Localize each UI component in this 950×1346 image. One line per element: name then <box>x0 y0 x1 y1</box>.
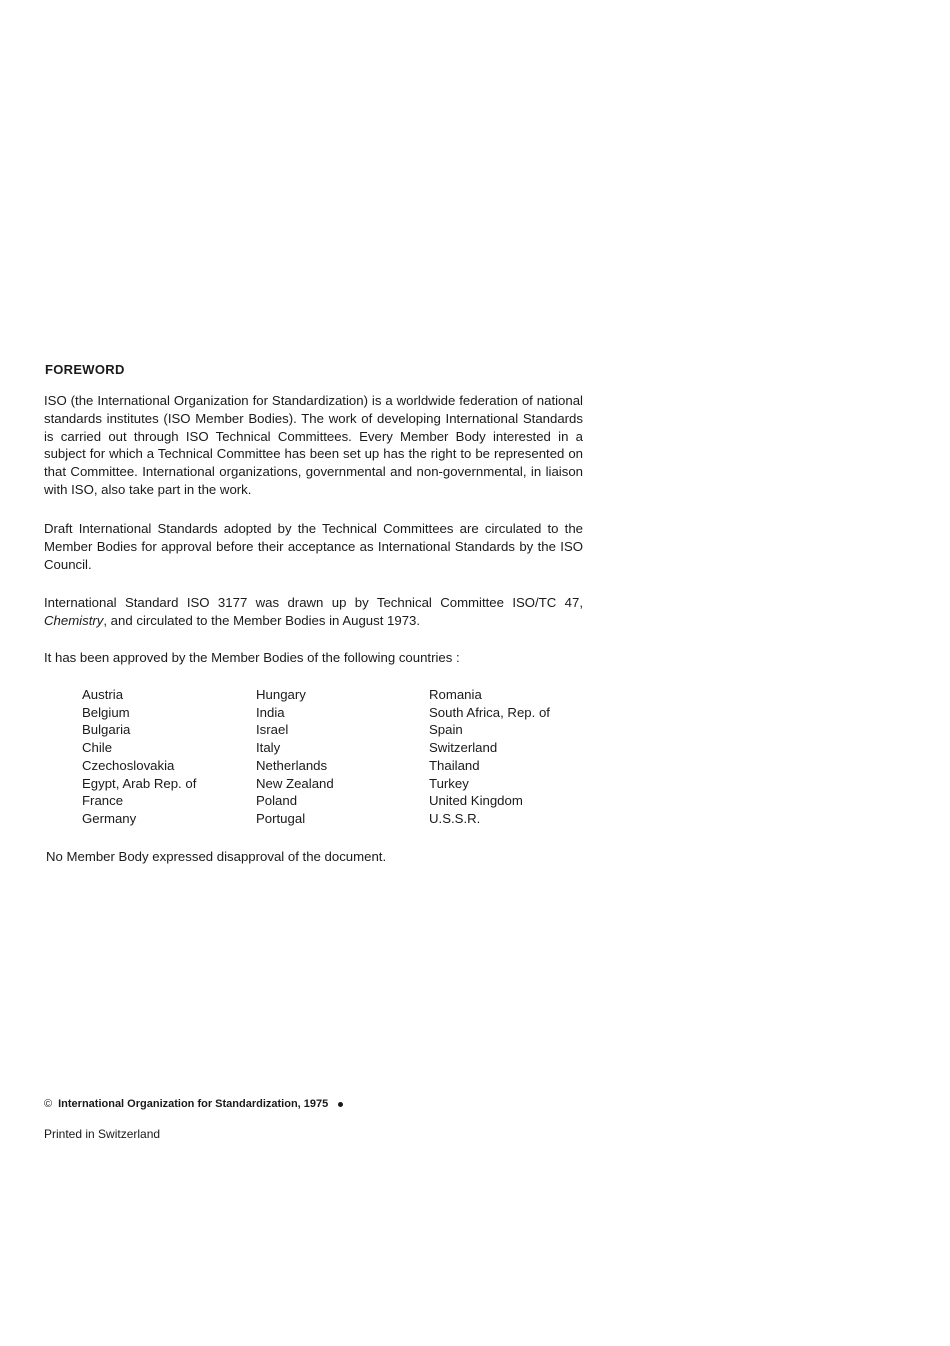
copyright-icon: © <box>44 1098 53 1110</box>
country-item: Czechoslovakia <box>82 757 175 773</box>
country-item: Belgium <box>82 704 130 720</box>
country-item: Chile <box>82 740 113 756</box>
country-column-2 <box>256 686 429 828</box>
copyright-notice <box>44 1098 343 1110</box>
country-item: Romania <box>429 687 482 702</box>
foreword-paragraph-2: Draft International Standards adopted by the Technical Committees are circulated to the Member Bodies for approval before their acceptance as International Standards by the ISO Council. <box>44 521 583 572</box>
printed-in-notice: Printed in Switzerland <box>44 1127 161 1141</box>
country-item: Italy <box>256 740 281 756</box>
country-column-1 <box>82 686 256 828</box>
country-item: United Kingdom <box>429 793 523 809</box>
bullet-icon <box>338 1102 343 1107</box>
country-item: India <box>256 704 285 720</box>
committee-name: Chemistry <box>44 612 104 628</box>
foreword-paragraph-3 <box>44 594 583 630</box>
foreword-heading: FOREWORD <box>45 362 125 377</box>
country-column-3 <box>429 686 599 828</box>
country-item: New Zealand <box>256 775 334 791</box>
country-item: U.S.S.R. <box>429 810 481 826</box>
approval-statement: It has been approved by the Member Bodies of the following countries : <box>44 650 460 665</box>
disapproval-statement: No Member Body expressed disapproval of the document. <box>46 849 387 864</box>
country-item: Portugal <box>256 810 306 826</box>
country-item: Egypt, Arab Rep. of <box>82 775 197 791</box>
paragraph-3-text-end: , and circulated to the Member Bodies in August 1973. <box>103 612 421 628</box>
country-item: France <box>82 793 124 809</box>
foreword-paragraph-1: ISO (the International Organization for Standardization) is a worldwide federation of national standards institutes (ISO Member Bodies). The work of developing International Standards is carried out through ISO Technical Committees. Every Member Body interested in a subject for which a Technical Committee has been set up has the right to be represented on that Committee. International organizations, governmental and non-governmental, in liaison with ISO, also take part in the work. <box>44 393 583 497</box>
country-item: Switzerland <box>429 740 498 756</box>
country-item: Israel <box>256 722 289 738</box>
country-item: Netherlands <box>256 757 328 773</box>
country-item: Turkey <box>429 775 469 791</box>
country-item: Bulgaria <box>82 722 131 738</box>
country-item: Germany <box>82 810 137 826</box>
country-list <box>82 686 599 828</box>
country-item: Spain <box>429 722 463 738</box>
country-item: Hungary <box>256 687 306 702</box>
paragraph-3-text-start: International Standard ISO 3177 was drawn up by Technical Committee ISO/TC 47, <box>44 595 583 610</box>
country-item: Thailand <box>429 757 480 773</box>
country-item: South Africa, Rep. of <box>429 704 550 720</box>
copyright-text: International Organization for Standardization, 1975 <box>58 1098 329 1110</box>
country-item: Poland <box>256 793 298 809</box>
country-item: Austria <box>82 687 124 702</box>
